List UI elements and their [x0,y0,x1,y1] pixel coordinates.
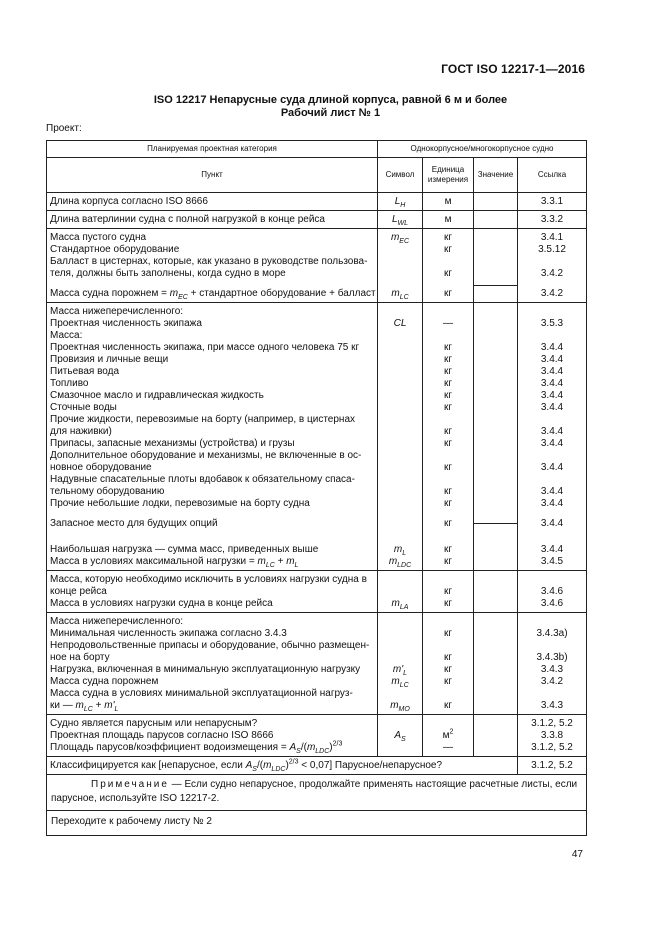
col-symbol-header: Символ [378,158,423,193]
group-symbols: $m'_L$ $m_{LC}$ $m_{MO}$ [378,613,423,715]
table-header-row-2 [47,158,587,193]
group-refs: 3.4.1 3.5.12 3.4.2 3.4.2 [518,229,587,303]
light-ship-formula: Масса судна порожнем = $m_{EC}$ + стандартное оборудование + балласт [50,288,376,301]
min-operating-formula: ки — $m_{LC} + m'_L$ [50,700,119,713]
col-ref-header: Ссылка [518,158,587,193]
group-refs: 3.4.6 3.4.6 [518,571,587,613]
table-row [47,193,587,211]
row-unit: м [444,214,452,225]
col-unit-header: Единица измерения [423,158,474,193]
table-row-group-max-load [47,303,587,571]
group-items: Масса нижеперечисленного: Минимальная численность экипажа согласно 3.4.3 Непродовольственные припасы и оборудование, обычно размещен- ное на борту Нагрузка, включенная в минимальную эксплуатационную нагрузку Масса судна порожнем Масса судна в условиях минимальной эксплуатационной нагруз- ки — $m_{LC} + m'_L$ [47,613,378,715]
design-category-header: Планируемая проектная категория [47,141,378,158]
go-to-worksheet-2: Переходите к рабочему листу № 2 [47,811,587,836]
worksheet-table [46,140,587,836]
classification-question: Классифицируется как [непарусное, если $A_S/(m_{LDC})^{2/3} < 0,07$] Парусное/непарусное? [47,757,518,775]
group-symbols: $m_{EC}$ $m_{LC}$ [378,229,423,303]
group-items: Масса нижеперечисленного: Проектная численность экипажа Масса: Проектная численность экипажа, при массе одного человека 75 кг Провизия и личные вещи Питьевая вода Топливо Смазочное масло и гидравлическая жидкость Сточные воды Прочие жидкости, перевозимые на борту (например, в цистернах для наживки) Припасы, запасные механизмы (устройства) и грузы Дополнительное оборудование и механизмы, не включенные в ос- новное оборудование Надувные спасательные плоты вдобавок к обязательному спаса- тельному оборудованию Прочие небольшие лодки, перевозимые на борту судна Запасное место для будущих опций Наибольшая нагрузка — сумма масс, приведенных выше Масса в условиях максимальной нагрузки = $m_{LC} + m_L$ [47,303,378,571]
table-row-group-sail [47,715,587,757]
group-units: кг кг [423,571,474,613]
group-symbols: CL $m_L$ $m_{LDC}$ [378,303,423,571]
standard-designation: ГОСТ ISO 12217-1—2016 [441,62,585,76]
group-symbols: $m_{LA}$ [378,571,423,613]
note-text-1: — Если судно непарусное, продолжайте применять настоящие расчетные листы, если [168,779,578,790]
group-refs: 3.4.3а) 3.4.3b) 3.4.3 3.4.2 3.4.3 [518,613,587,715]
page-number: 47 [571,849,583,860]
group-items: Масса, которую необходимо исключить в условиях нагрузки судна в конце рейса Масса в условиях нагрузки судна в конце рейса [47,571,378,613]
col-value-header: Значение [474,158,518,193]
value-input-cell[interactable] [474,193,518,211]
value-input-cell[interactable] [474,303,518,571]
row-ref: 3.1.2, 5.2 [531,760,573,771]
group-refs: 3.1.2, 5.2 3.3.8 3.1.2, 5.2 [518,715,587,757]
table-row [47,211,587,229]
row-item: Длина корпуса согласно ISO 8666 [50,196,208,207]
document-title [0,94,661,120]
group-units: $м^2$ — [423,715,474,757]
value-input-cell[interactable] [474,211,518,229]
table-row-group-light-ship [47,229,587,303]
table-row-group-min-operating [47,613,587,715]
value-input-cell[interactable] [474,715,518,757]
note [47,775,587,811]
group-refs: 3.5.3 3.4.4 3.4.4 3.4.4 3.4.4 3.4.4 3.4.4 3.4.4 3.4.4 3.4.4 3.4.4 3.4.4 3.4.4 3.4.4 3.4.5 [518,303,587,571]
group-symbols: $A_S$ [378,715,423,757]
value-input-cell[interactable] [474,571,518,613]
footer-row [47,811,587,836]
value-input-cell[interactable] [474,229,518,303]
row-unit: м [444,196,452,207]
group-units: кг кг кг кг [423,229,474,303]
table-row-classification [47,757,587,775]
note-label: Примечание [91,779,169,790]
hull-type-header: Однокорпусное/многокорпусное судно [378,141,587,158]
group-items: Масса пустого судна Стандартное оборудование Балласт в цистернах, которые, как указано в руководстве пользова- теля, должны быть заполнены, когда судно в море Масса судна порожнем = $m_{EC}$ + стандартное оборудование + балласт [47,229,378,303]
row-ref: 3.3.1 [540,196,564,207]
group-units: — кг кг кг кг кг кг кг кг кг кг кг кг кг кг [423,303,474,571]
table-row-group-arrival [47,571,587,613]
sail-area-formula: Площадь парусов/коэффициент водоизмещения = $A_S/(m_{LDC})^{2/3}$ [50,740,343,755]
value-input-cell[interactable] [474,613,518,715]
row-item: Длина ватерлинии судна с полной нагрузкой в конце рейса [50,214,325,225]
note-row [47,775,587,811]
title-line-1: ISO 12217 Непарусные суда длиной корпуса, равной 6 м и более [153,94,508,106]
group-units: кг кг кг кг кг [423,613,474,715]
max-load-formula: Масса в условиях максимальной нагрузки = $m_{LC} + m_L$ [50,556,299,569]
row-symbol: $L_{WL}$ [391,214,409,227]
project-label: Проект: [46,123,82,134]
col-item-header: Пункт [47,158,378,193]
row-ref: 3.3.2 [540,214,564,225]
title-line-2: Рабочий лист № 1 [280,107,381,119]
group-items: Судно является парусным или непарусным? Проектная площадь парусов согласно ISO 8666 Площадь парусов/коэффициент водоизмещения = $A_S/(m_{LDC})^{2/3}$ [47,715,378,757]
note-text-2: парусное, используйте ISO 12217-2. [51,793,220,804]
table-header-row-1 [47,141,587,158]
row-symbol: $L_H$ [394,196,406,209]
